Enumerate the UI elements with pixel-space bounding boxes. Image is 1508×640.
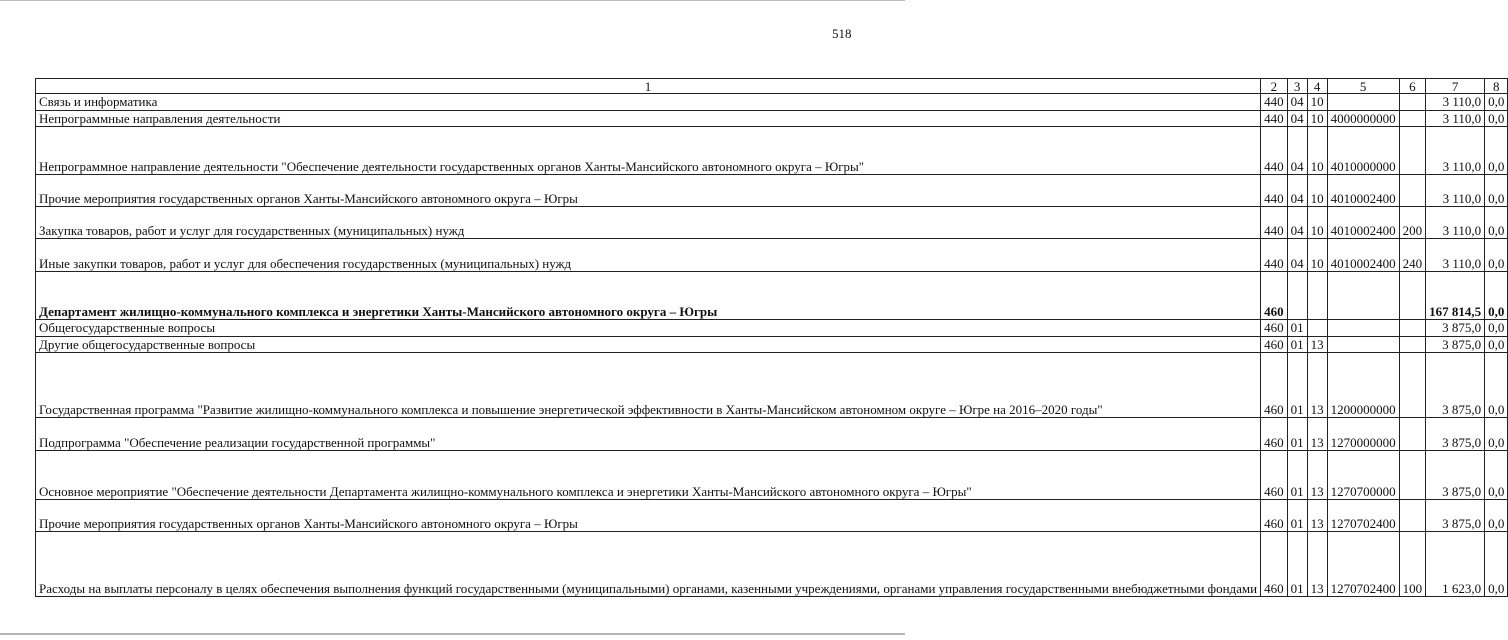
row-ministry-code: 440 xyxy=(1261,239,1288,272)
row-subsection-code: 13 xyxy=(1307,336,1327,353)
row-target-article: 1270702400 xyxy=(1327,500,1399,532)
header-col-6: 6 xyxy=(1399,79,1426,94)
table-row xyxy=(36,110,1508,127)
header-col-4: 4 xyxy=(1307,79,1327,94)
row-target-article: 4010002400 xyxy=(1327,239,1399,272)
row-amount: 3 875,0 xyxy=(1426,451,1485,500)
header-col-3: 3 xyxy=(1287,79,1307,94)
table-row xyxy=(36,272,1508,320)
budget-table xyxy=(35,78,1508,597)
row-amount: 167 814,5 xyxy=(1426,272,1485,320)
row-expense-type xyxy=(1399,272,1426,320)
table-row xyxy=(36,532,1508,597)
row-amount-secondary: 0,0 xyxy=(1485,272,1508,320)
row-amount-secondary: 0,0 xyxy=(1485,500,1508,532)
row-section-code: 04 xyxy=(1287,94,1307,111)
row-amount: 3 875,0 xyxy=(1426,418,1485,451)
row-amount-secondary: 0,0 xyxy=(1485,110,1508,127)
table-row xyxy=(36,94,1508,111)
row-ministry-code: 440 xyxy=(1261,127,1288,175)
row-name: Закупка товаров, работ и услуг для государственных (муниципальных) нужд xyxy=(36,207,1261,239)
row-name: Расходы на выплаты персоналу в целях обеспечения выполнения функций государственными (муниципальными) органами, казенными учреждениями, органами управления государственными внебюджетными фондами xyxy=(36,532,1261,597)
row-name: Иные закупки товаров, работ и услуг для обеспечения государственных (муниципальных) нужд xyxy=(36,239,1261,272)
row-target-article: 4000000000 xyxy=(1327,110,1399,127)
row-section-code: 04 xyxy=(1287,175,1307,207)
table-row xyxy=(36,451,1508,500)
row-expense-type xyxy=(1399,336,1426,353)
row-amount-secondary: 0,0 xyxy=(1485,418,1508,451)
row-amount: 3 875,0 xyxy=(1426,336,1485,353)
row-section-code: 04 xyxy=(1287,110,1307,127)
row-ministry-code: 460 xyxy=(1261,320,1288,337)
row-target-article: 4010000000 xyxy=(1327,127,1399,175)
row-amount-secondary: 0,0 xyxy=(1485,451,1508,500)
row-subsection-code xyxy=(1307,272,1327,320)
row-name: Непрограммное направление деятельности "Обеспечение деятельности государственных органов Ханты-Мансийского автономного округа – Югры" xyxy=(36,127,1261,175)
row-amount: 3 875,0 xyxy=(1426,353,1485,418)
row-name: Подпрограмма "Обеспечение реализации государственной программы" xyxy=(36,418,1261,451)
row-amount: 3 875,0 xyxy=(1426,500,1485,532)
row-section-code: 01 xyxy=(1287,418,1307,451)
row-amount: 1 623,0 xyxy=(1426,532,1485,597)
row-ministry-code: 460 xyxy=(1261,272,1288,320)
table-row xyxy=(36,127,1508,175)
row-ministry-code: 460 xyxy=(1261,500,1288,532)
table-row xyxy=(36,353,1508,418)
row-section-code: 04 xyxy=(1287,239,1307,272)
row-section-code: 01 xyxy=(1287,320,1307,337)
row-expense-type xyxy=(1399,353,1426,418)
row-ministry-code: 460 xyxy=(1261,353,1288,418)
row-subsection-code: 10 xyxy=(1307,94,1327,111)
row-expense-type xyxy=(1399,418,1426,451)
row-amount-secondary: 0,0 xyxy=(1485,127,1508,175)
row-target-article: 1200000000 xyxy=(1327,353,1399,418)
row-subsection-code: 13 xyxy=(1307,353,1327,418)
row-target-article: 1270000000 xyxy=(1327,418,1399,451)
row-expense-type xyxy=(1399,320,1426,337)
row-target-article xyxy=(1327,336,1399,353)
row-target-article xyxy=(1327,320,1399,337)
row-expense-type xyxy=(1399,127,1426,175)
row-amount-secondary: 0,0 xyxy=(1485,353,1508,418)
table-header-row xyxy=(36,79,1508,94)
row-amount: 3 110,0 xyxy=(1426,175,1485,207)
row-name: Непрограммные направления деятельности xyxy=(36,110,1261,127)
header-col-5: 5 xyxy=(1327,79,1399,94)
row-section-code xyxy=(1287,272,1307,320)
table-row xyxy=(36,500,1508,532)
row-target-article: 1270700000 xyxy=(1327,451,1399,500)
row-target-article: 1270702400 xyxy=(1327,532,1399,597)
row-subsection-code: 13 xyxy=(1307,451,1327,500)
row-name: Прочие мероприятия государственных органов Ханты-Мансийского автономного округа – Югры xyxy=(36,500,1261,532)
header-col-8: 8 xyxy=(1485,79,1508,94)
row-subsection-code: 13 xyxy=(1307,500,1327,532)
row-amount-secondary: 0,0 xyxy=(1485,320,1508,337)
row-ministry-code: 460 xyxy=(1261,451,1288,500)
header-col-2: 2 xyxy=(1261,79,1288,94)
row-ministry-code: 440 xyxy=(1261,207,1288,239)
row-subsection-code: 13 xyxy=(1307,532,1327,597)
row-name: Прочие мероприятия государственных органов Ханты-Мансийского автономного округа – Югры xyxy=(36,175,1261,207)
row-amount: 3 110,0 xyxy=(1426,94,1485,111)
row-subsection-code: 10 xyxy=(1307,110,1327,127)
table-row xyxy=(36,320,1508,337)
row-amount-secondary: 0,0 xyxy=(1485,336,1508,353)
row-target-article xyxy=(1327,94,1399,111)
row-amount: 3 110,0 xyxy=(1426,127,1485,175)
row-name: Департамент жилищно-коммунального комплекса и энергетики Ханты-Мансийского автономного округа – Югры xyxy=(36,272,1261,320)
row-section-code: 01 xyxy=(1287,353,1307,418)
row-subsection-code: 10 xyxy=(1307,239,1327,272)
row-name: Связь и информатика xyxy=(36,94,1261,111)
row-amount-secondary: 0,0 xyxy=(1485,207,1508,239)
row-section-code: 01 xyxy=(1287,451,1307,500)
row-section-code: 01 xyxy=(1287,532,1307,597)
row-amount: 3 110,0 xyxy=(1426,239,1485,272)
page-number: 518 xyxy=(832,26,852,41)
row-section-code: 01 xyxy=(1287,336,1307,353)
row-subsection-code: 13 xyxy=(1307,418,1327,451)
row-ministry-code: 460 xyxy=(1261,418,1288,451)
row-amount: 3 875,0 xyxy=(1426,320,1485,337)
header-col-7: 7 xyxy=(1426,79,1485,94)
row-expense-type xyxy=(1399,175,1426,207)
row-section-code: 04 xyxy=(1287,207,1307,239)
row-subsection-code xyxy=(1307,320,1327,337)
scan-bottom-edge xyxy=(0,633,905,635)
row-subsection-code: 10 xyxy=(1307,207,1327,239)
row-expense-type: 240 xyxy=(1399,239,1426,272)
row-target-article xyxy=(1327,272,1399,320)
scan-top-edge xyxy=(0,0,905,1)
row-target-article: 4010002400 xyxy=(1327,207,1399,239)
table-row xyxy=(36,336,1508,353)
row-expense-type xyxy=(1399,500,1426,532)
row-expense-type xyxy=(1399,94,1426,111)
row-ministry-code: 440 xyxy=(1261,110,1288,127)
row-name: Государственная программа "Развитие жилищно-коммунального комплекса и повышение энергетической эффективности в Ханты-Мансийском автономном округе – Югре на 2016–2020 годы" xyxy=(36,353,1261,418)
row-subsection-code: 10 xyxy=(1307,175,1327,207)
table-row xyxy=(36,239,1508,272)
row-name: Основное мероприятие "Обеспечение деятельности Департамента жилищно-коммунального комплекса и энергетики Ханты-Мансийского автономного округа – Югры" xyxy=(36,451,1261,500)
row-ministry-code: 460 xyxy=(1261,336,1288,353)
row-section-code: 04 xyxy=(1287,127,1307,175)
row-name: Другие общегосударственные вопросы xyxy=(36,336,1261,353)
row-amount: 3 110,0 xyxy=(1426,207,1485,239)
row-amount-secondary: 0,0 xyxy=(1485,175,1508,207)
row-target-article: 4010002400 xyxy=(1327,175,1399,207)
table-row xyxy=(36,207,1508,239)
table-body xyxy=(36,94,1508,597)
row-name: Общегосударственные вопросы xyxy=(36,320,1261,337)
row-expense-type: 100 xyxy=(1399,532,1426,597)
row-section-code: 01 xyxy=(1287,500,1307,532)
row-amount-secondary: 0,0 xyxy=(1485,532,1508,597)
row-expense-type xyxy=(1399,110,1426,127)
row-expense-type xyxy=(1399,451,1426,500)
row-ministry-code: 460 xyxy=(1261,532,1288,597)
table-row xyxy=(36,418,1508,451)
row-ministry-code: 440 xyxy=(1261,175,1288,207)
row-amount-secondary: 0,0 xyxy=(1485,94,1508,111)
row-expense-type: 200 xyxy=(1399,207,1426,239)
table-row xyxy=(36,175,1508,207)
row-subsection-code: 10 xyxy=(1307,127,1327,175)
row-amount: 3 110,0 xyxy=(1426,110,1485,127)
row-amount-secondary: 0,0 xyxy=(1485,239,1508,272)
header-col-1: 1 xyxy=(36,79,1261,94)
row-ministry-code: 440 xyxy=(1261,94,1288,111)
